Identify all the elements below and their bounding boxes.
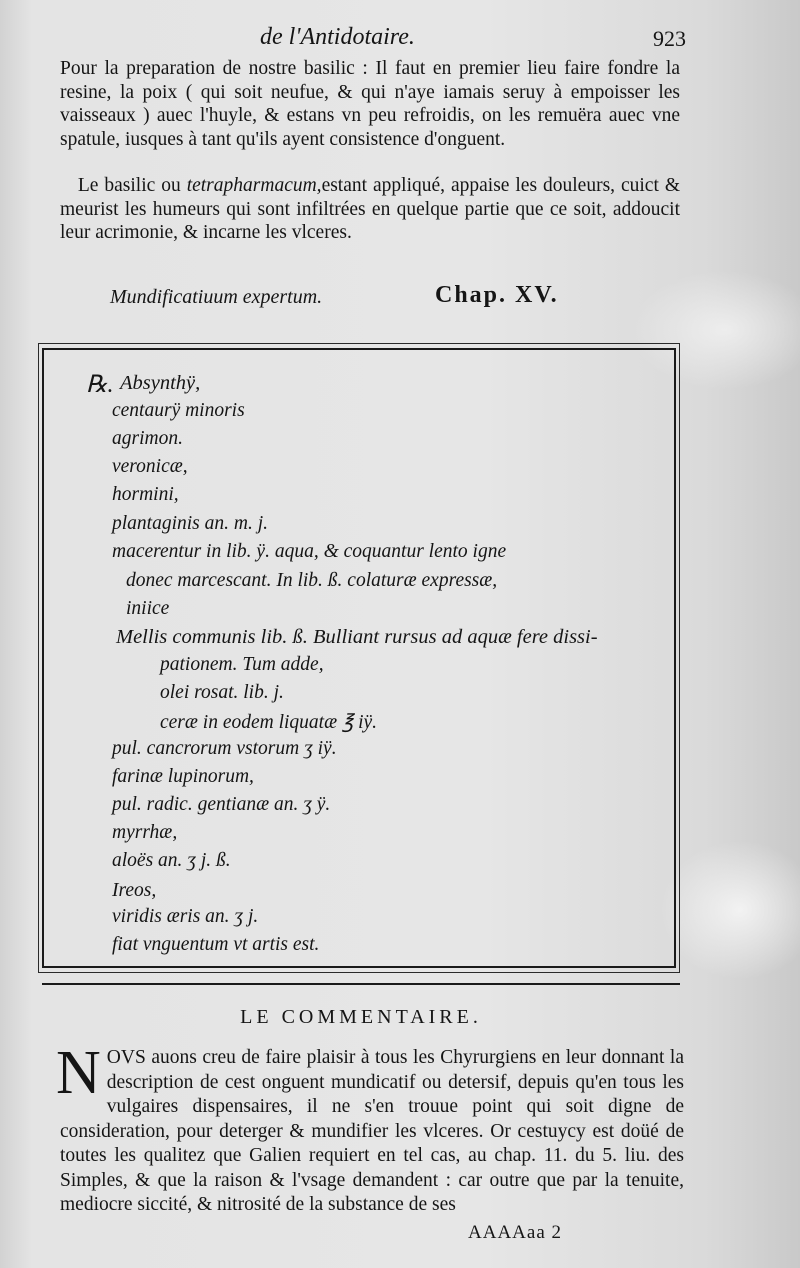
section-rule [42,983,680,985]
recipe-line: pul. cancrorum vstorum ʒ iÿ. [112,738,337,759]
paper-stain [660,840,800,980]
recipe-line: Mellis communis lib. ß. Bulliant rursus ad aquæ fere dissi- [116,626,598,648]
recipe-line: veronicæ, [112,456,188,477]
recipe-line: plantaginis an. m. j. [112,513,269,534]
recipe-line: Ireos, [112,880,157,901]
recipe-line: Absynthÿ, [120,372,201,394]
signature-mark: AAAAaa 2 [468,1222,563,1243]
dropcap: N [56,1039,101,1107]
paragraph-basilic-italic: tetrapharmacum, [186,175,322,196]
paragraph-basilic-rest: estant appliqué, appaise les douleurs, cuict & meurist les humeurs qui sont infiltrées en quelque partie que ce soit, addoucit leur acrimonie, & incarne les vlceres. [60,175,681,243]
recipe-line: pul. radic. gentianæ an. ʒ ÿ. [112,794,331,815]
recipe-line: ceræ in eodem liquatæ ℥ iÿ. [160,712,378,733]
margin-show-through [742,575,800,592]
recipe-line: pationem. Tum adde, [160,654,324,675]
commentary-heading: LE COMMENTAIRE. [240,1006,482,1028]
commentary-text [56,1039,684,1218]
recipe-line: macerentur in lib. ÿ. aqua, & coquantur lento igne [112,541,507,562]
recipe-line: agrimon. [112,428,183,449]
running-head: de l'Antidotaire. [260,24,415,50]
recipe-symbol: ℞. [86,372,114,398]
commentary-body: OVS auons creu de faire plaisir à tous les Chyrurgiens en leur donnant la description de cest onguent mundicatif ou detersif, depuis qu'en tous les vulgaires dispensaires, il ne s'en trouue point qui soit digne de consideration, pour deterger & mundifier les vlceres. Or cestuycy est doüé de toutes les qualitez que Galien requiert en tel cas, au chap. 11. du 5. liu. des Simples, & que la raison & l'vsage demandent : car outre que par la tenuite, mediocre siccité, & nitrosité de la substance de ses [60,1047,684,1215]
page-number: 923 [653,26,686,51]
page-header [60,24,686,54]
recipe-line: viridis æris an. ʒ j. [112,906,259,927]
recipe-line: hormini, [112,484,179,505]
recipe-line: aloës an. ʒ j. ß. [112,850,231,871]
recipe-line: myrrhæ, [112,822,178,843]
chapter-heading [110,282,610,318]
chapter-title: Mundificatiuum expertum. [110,286,323,308]
recipe-line: fiat vnguentum vt artis est. [112,934,320,955]
paragraph-basilic [60,174,680,245]
paragraph-basilic-start: Le basilic ou [77,175,187,196]
recipe-line: iniice [126,598,170,619]
recipe-line: donec marcescant. In lib. ß. colaturæ expressæ, [126,570,498,591]
paragraph-preparation: Pour la preparation de nostre basilic : Il faut en premier lieu faire fondre la resine, la poix ( qui soit neufue, & qui n'aye iamais seruy à empoisser les vaisseaux ) auec l'huyle, & estans vn peu refroidis, on les remuëra auec vne spatule, iusques à tant qu'ils ayent consistence d'onguent. [60,58,680,150]
recipe-line: olei rosat. lib. j. [160,682,284,703]
chapter-number: Chap. XV. [435,282,559,308]
recipe-line: centaurÿ minoris [112,400,245,421]
recipe-line: farinæ lupinorum, [112,766,254,787]
